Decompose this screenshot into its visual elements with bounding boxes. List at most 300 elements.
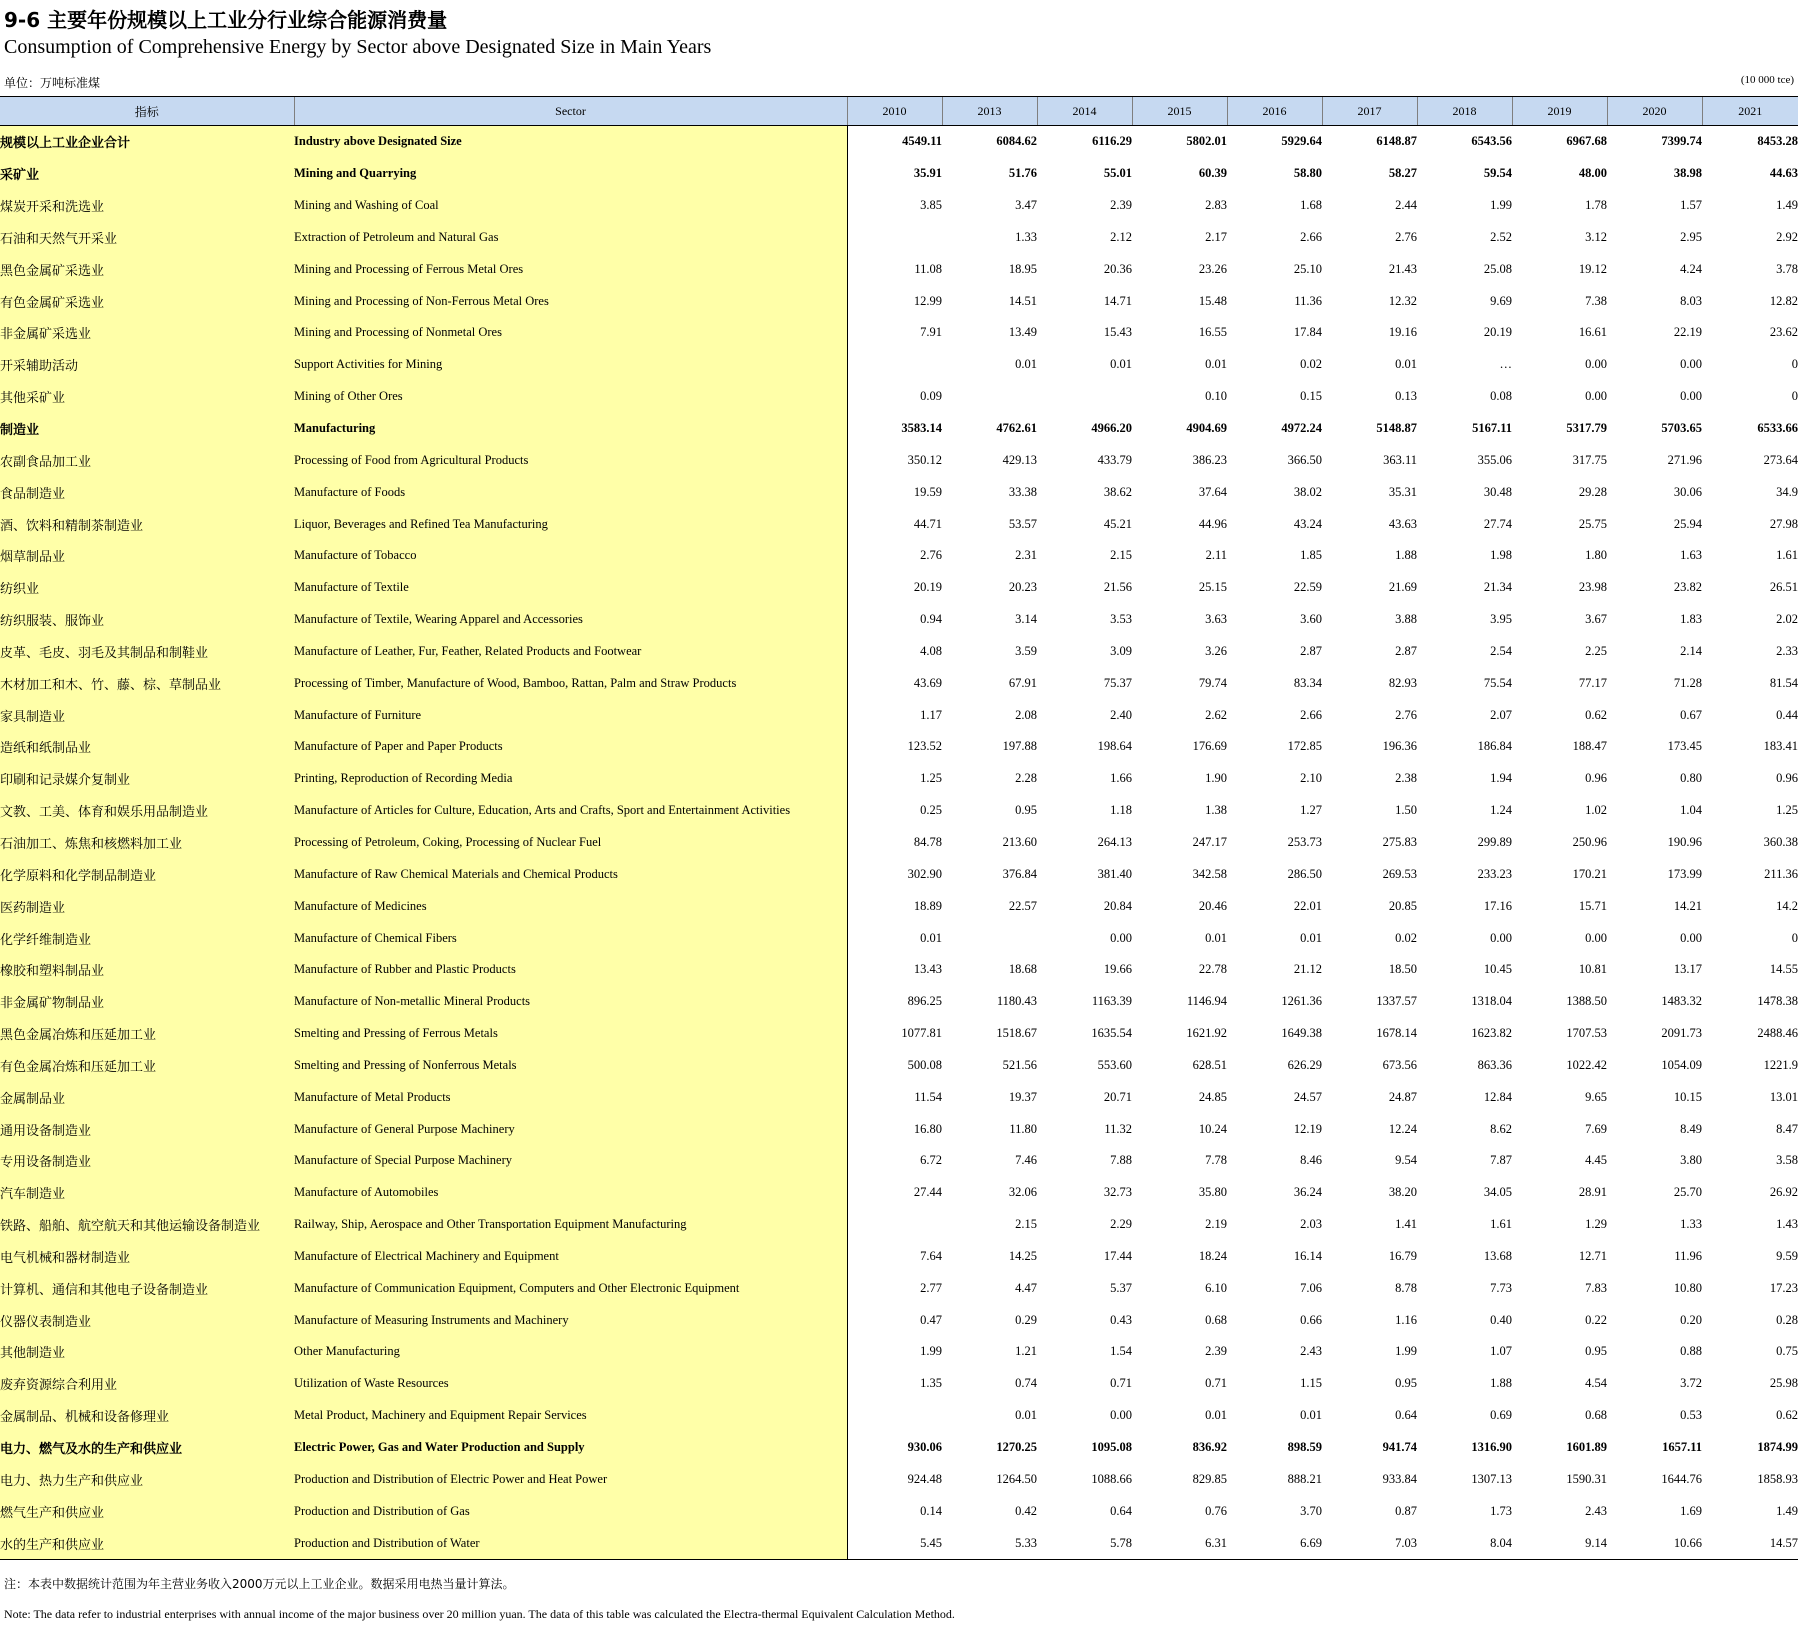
indicator-cn-cell: 金属制品业	[0, 1081, 294, 1113]
value-cell: 1874.99	[1757, 1440, 1798, 1455]
value-cell: 7.88	[1110, 1153, 1132, 1168]
value-cell: 1.99	[1490, 198, 1512, 213]
value-cell: 32.73	[1103, 1185, 1132, 1200]
indicator-cn-cell: 铁路、船舶、航空航天和其他运输设备制造业	[0, 1209, 294, 1241]
value-cell: 198.64	[1097, 739, 1132, 754]
value-cell: 5317.79	[1566, 421, 1607, 436]
value-cell: 1.69	[1680, 1503, 1702, 1518]
value-cell: 10.24	[1198, 1121, 1227, 1136]
value-cell: 0.40	[1490, 1312, 1512, 1327]
value-cell: 0.66	[1300, 1312, 1322, 1327]
value-cell: 924.48	[907, 1471, 942, 1486]
value-cell: 1022.42	[1566, 1057, 1607, 1072]
value-cell: 21.69	[1388, 580, 1417, 595]
value-cell: 3.80	[1680, 1153, 1702, 1168]
value-cell: 4.08	[920, 643, 942, 658]
table-row	[0, 1336, 1798, 1368]
value-cell: 1623.82	[1471, 1026, 1512, 1041]
value-cell: 14.21	[1673, 898, 1702, 913]
value-cell: 51.76	[1008, 166, 1037, 181]
value-cell: 1.02	[1585, 803, 1607, 818]
table-row	[0, 190, 1798, 222]
value-cell: 123.52	[907, 739, 942, 754]
value-cell: 521.56	[1002, 1057, 1037, 1072]
table-row	[0, 1527, 1798, 1559]
value-cell: 21.43	[1388, 261, 1417, 276]
value-cell: 170.21	[1572, 866, 1607, 881]
value-cell: 81.54	[1769, 675, 1798, 690]
sector-en-cell: Production and Distribution of Gas	[294, 1495, 847, 1527]
value-cell: 173.45	[1667, 739, 1702, 754]
value-cell: 20.19	[1483, 325, 1512, 340]
value-cell: 26.92	[1769, 1185, 1798, 1200]
value-cell: 0.01	[1300, 930, 1322, 945]
value-cell: 211.36	[1764, 866, 1798, 881]
value-cell: 1307.13	[1471, 1471, 1512, 1486]
value-cell: 53.57	[1008, 516, 1037, 531]
value-cell: 20.36	[1103, 261, 1132, 276]
sector-en-cell: Metal Product, Machinery and Equipment Repair Services	[294, 1400, 847, 1432]
table-row	[0, 1272, 1798, 1304]
value-cell: 0.80	[1680, 771, 1702, 786]
value-cell: 0.00	[1110, 930, 1132, 945]
value-cell: 1.49	[1776, 1503, 1798, 1518]
value-cell: 38.02	[1293, 484, 1322, 499]
value-cell: 24.87	[1388, 1089, 1417, 1104]
value-cell: 196.36	[1382, 739, 1417, 754]
value-cell: 0.00	[1680, 930, 1702, 945]
value-cell: 0	[1791, 389, 1798, 404]
value-cell: 3.88	[1395, 612, 1417, 627]
value-cell: 941.74	[1382, 1440, 1417, 1455]
table-row	[0, 954, 1798, 986]
table-row	[0, 1081, 1798, 1113]
value-cell: 5.45	[847, 1527, 942, 1559]
value-cell: 43.24	[1293, 516, 1322, 531]
value-cell: 21.56	[1103, 580, 1132, 595]
header-year: 2015	[1132, 97, 1227, 126]
value-cell: 5802.01	[1186, 134, 1227, 149]
value-cell: 25.10	[1293, 261, 1322, 276]
value-cell: 59.54	[1483, 166, 1512, 181]
value-cell: 82.93	[1388, 675, 1417, 690]
value-cell: 20.85	[1388, 898, 1417, 913]
header-year: 2020	[1607, 97, 1702, 126]
indicator-cn-cell: 采矿业	[0, 158, 294, 190]
value-cell: 0.00	[1490, 930, 1512, 945]
indicator-cn-cell: 电力、燃气及水的生产和供应业	[0, 1432, 294, 1464]
table-row	[0, 922, 1798, 954]
value-cell: 1.25	[920, 771, 942, 786]
value-cell: 8.46	[1300, 1153, 1322, 1168]
value-cell: 14.25	[1008, 1248, 1037, 1263]
value-cell: 2.15	[1110, 548, 1132, 563]
indicator-cn-cell: 纺织服装、服饰业	[0, 604, 294, 636]
value-cell: 15.43	[1103, 325, 1132, 340]
value-cell: 1.17	[920, 707, 942, 722]
value-cell: 1.33	[1680, 1217, 1702, 1232]
value-cell: 1.21	[1015, 1344, 1037, 1359]
value-cell: 2.12	[1110, 229, 1132, 244]
value-cell	[847, 349, 942, 381]
value-cell: 58.80	[1293, 166, 1322, 181]
value-cell: 2.02	[1776, 612, 1798, 627]
value-cell: 19.59	[913, 484, 942, 499]
value-cell: 173.99	[1667, 866, 1702, 881]
sector-en-cell: Smelting and Pressing of Ferrous Metals	[294, 1018, 847, 1050]
value-cell: 13.43	[913, 962, 942, 977]
value-cell: 12.82	[1769, 293, 1798, 308]
header-year: 2013	[942, 97, 1037, 126]
value-cell: 7.91	[920, 325, 942, 340]
value-cell: 0.68	[1585, 1408, 1607, 1423]
indicator-cn-cell: 汽车制造业	[0, 1177, 294, 1209]
value-cell: 22.57	[1008, 898, 1037, 913]
sector-en-cell: Manufacture of Metal Products	[294, 1081, 847, 1113]
value-cell: 6543.56	[1471, 134, 1512, 149]
value-cell: 4762.61	[996, 421, 1037, 436]
value-cell: 3.47	[1015, 198, 1037, 213]
value-cell: 1678.14	[1376, 1026, 1417, 1041]
value-cell: 286.50	[1287, 866, 1322, 881]
value-cell: 0.43	[1110, 1312, 1132, 1327]
value-cell: 0.01	[1395, 357, 1417, 372]
value-cell: 10.81	[1578, 962, 1607, 977]
value-cell: 4.45	[1585, 1153, 1607, 1168]
value-cell: 5929.64	[1281, 134, 1322, 149]
value-cell: 1.41	[1395, 1217, 1417, 1232]
indicator-cn-cell: 通用设备制造业	[0, 1113, 294, 1145]
value-cell: 1318.04	[1471, 994, 1512, 1009]
header-year: 2014	[1037, 97, 1132, 126]
value-cell: 13.01	[1769, 1089, 1798, 1104]
value-cell: 197.88	[1002, 739, 1037, 754]
table-row	[0, 158, 1798, 190]
sector-en-cell: Extraction of Petroleum and Natural Gas	[294, 222, 847, 254]
value-cell: 3.70	[1300, 1503, 1322, 1518]
value-cell: 17.84	[1293, 325, 1322, 340]
value-cell	[847, 1209, 942, 1241]
value-cell: 1261.36	[1281, 994, 1322, 1009]
table-row	[0, 572, 1798, 604]
value-cell: 25.70	[1673, 1185, 1702, 1200]
value-cell: 24.85	[1198, 1089, 1227, 1104]
value-cell: 5703.65	[1661, 421, 1702, 436]
value-cell: 11.96	[1674, 1248, 1702, 1263]
value-cell: 27.74	[1483, 516, 1512, 531]
value-cell: 3.72	[1680, 1376, 1702, 1391]
value-cell: 19.66	[1103, 962, 1132, 977]
value-cell: 6967.68	[1566, 134, 1607, 149]
value-cell: 0.02	[1395, 930, 1417, 945]
table-row	[0, 1018, 1798, 1050]
value-cell: 7.64	[920, 1248, 942, 1263]
value-cell: 247.17	[1192, 834, 1227, 849]
value-cell: 8.03	[1680, 293, 1702, 308]
sector-en-cell: Mining and Washing of Coal	[294, 190, 847, 222]
value-cell: 7.83	[1585, 1280, 1607, 1295]
value-cell: 0.47	[920, 1312, 942, 1327]
value-cell: 2.29	[1110, 1217, 1132, 1232]
indicator-cn-cell: 皮革、毛皮、羽毛及其制品和制鞋业	[0, 636, 294, 668]
value-cell: 271.96	[1667, 452, 1702, 467]
sector-en-cell: Manufacture of Non-metallic Mineral Products	[294, 986, 847, 1018]
sector-en-cell: Manufacture of Chemical Fibers	[294, 922, 847, 954]
sector-en-cell: Mining and Quarrying	[294, 158, 847, 190]
indicator-cn-cell: 煤炭开采和洗选业	[0, 190, 294, 222]
value-cell: 3.78	[1776, 261, 1798, 276]
value-cell: 930.06	[907, 1440, 942, 1455]
value-cell: 35.91	[913, 166, 942, 181]
value-cell: 44.96	[1198, 516, 1227, 531]
value-cell: 0.00	[1110, 1408, 1132, 1423]
value-cell: 1.25	[1776, 803, 1798, 818]
value-cell: 1221.9	[1763, 1057, 1798, 1072]
value-cell: 18.89	[913, 898, 942, 913]
value-cell: 0.67	[1680, 707, 1702, 722]
value-cell: 67.91	[1008, 675, 1037, 690]
table-row	[0, 667, 1798, 699]
value-cell	[847, 222, 942, 254]
table-row	[0, 1209, 1798, 1241]
value-cell: 628.51	[1192, 1057, 1227, 1072]
value-cell: 4549.11	[902, 134, 942, 149]
sector-en-cell: Other Manufacturing	[294, 1336, 847, 1368]
table-row	[0, 1304, 1798, 1336]
sector-en-cell: Manufacture of Measuring Instruments and Machinery	[294, 1304, 847, 1336]
value-cell: 2.28	[1015, 771, 1037, 786]
value-cell: 1601.89	[1566, 1440, 1607, 1455]
value-cell	[1037, 381, 1132, 413]
value-cell: 183.41	[1763, 739, 1798, 754]
value-cell: 933.84	[1382, 1471, 1417, 1486]
header-year: 2017	[1322, 97, 1417, 126]
value-cell: 33.38	[1008, 484, 1037, 499]
sector-en-cell: Manufacture of General Purpose Machinery	[294, 1113, 847, 1145]
value-cell: 12.84	[1483, 1089, 1512, 1104]
value-cell: 8453.28	[1757, 134, 1798, 149]
value-cell: 0.00	[1585, 357, 1607, 372]
table-header-row	[0, 97, 1798, 126]
sector-en-cell: Manufacture of Electrical Machinery and Equipment	[294, 1241, 847, 1273]
indicator-cn-cell: 医药制造业	[0, 890, 294, 922]
value-cell: 3.59	[1015, 643, 1037, 658]
value-cell: 20.23	[1008, 580, 1037, 595]
value-cell: 15.71	[1578, 898, 1607, 913]
value-cell: 6533.66	[1757, 421, 1798, 436]
value-cell: 30.48	[1483, 484, 1512, 499]
value-cell: 6.31	[1132, 1527, 1227, 1559]
value-cell: 2.10	[1300, 771, 1322, 786]
value-cell: 11.08	[914, 261, 942, 276]
value-cell: 24.57	[1293, 1089, 1322, 1104]
sector-en-cell: Production and Distribution of Electric Power and Heat Power	[294, 1463, 847, 1495]
sector-en-cell: Manufacture of Textile, Wearing Apparel and Accessories	[294, 604, 847, 636]
value-cell: 4.24	[1680, 261, 1702, 276]
value-cell: 83.34	[1293, 675, 1322, 690]
value-cell: 0.62	[1776, 1408, 1798, 1423]
value-cell: 44.71	[913, 516, 942, 531]
value-cell: 1.63	[1680, 548, 1702, 563]
value-cell: 58.27	[1388, 166, 1417, 181]
header-year: 2019	[1512, 97, 1607, 126]
indicator-cn-cell: 烟草制品业	[0, 540, 294, 572]
indicator-cn-cell: 计算机、通信和其他电子设备制造业	[0, 1272, 294, 1304]
value-cell: 1146.94	[1186, 994, 1227, 1009]
value-cell: 3.09	[1110, 643, 1132, 658]
value-cell: 2.44	[1395, 198, 1417, 213]
value-cell: 8.04	[1417, 1527, 1512, 1559]
value-cell: 863.36	[1477, 1057, 1512, 1072]
value-cell: 386.23	[1192, 452, 1227, 467]
value-cell: 350.12	[907, 452, 942, 467]
value-cell: 3.95	[1490, 612, 1512, 627]
value-cell: 1095.08	[1091, 1440, 1132, 1455]
value-cell: 22.01	[1293, 898, 1322, 913]
value-cell: 1264.50	[996, 1471, 1037, 1486]
value-cell: 0	[1791, 357, 1798, 372]
value-cell: 2.76	[1395, 229, 1417, 244]
value-cell: 1054.09	[1661, 1057, 1702, 1072]
sector-en-cell: Manufacture of Automobiles	[294, 1177, 847, 1209]
indicator-cn-cell: 其他制造业	[0, 1336, 294, 1368]
table-row	[0, 890, 1798, 922]
value-cell: 2.77	[920, 1280, 942, 1295]
table-row	[0, 476, 1798, 508]
value-cell: 213.60	[1002, 834, 1037, 849]
value-cell: 0.29	[1015, 1312, 1037, 1327]
value-cell: 0.74	[1015, 1376, 1037, 1391]
value-cell: 25.98	[1769, 1376, 1798, 1391]
indicator-cn-cell: 电力、热力生产和供应业	[0, 1463, 294, 1495]
indicator-cn-cell: 废弃资源综合利用业	[0, 1368, 294, 1400]
value-cell: 7.03	[1322, 1527, 1417, 1559]
value-cell: 18.50	[1388, 962, 1417, 977]
value-cell: 0.87	[1395, 1503, 1417, 1518]
value-cell: 8.49	[1680, 1121, 1702, 1136]
value-cell: 1.18	[1110, 803, 1132, 818]
value-cell: 23.98	[1578, 580, 1607, 595]
value-cell: 0.01	[1205, 930, 1227, 945]
value-cell: 16.80	[913, 1121, 942, 1136]
value-cell: 9.65	[1585, 1089, 1607, 1104]
value-cell: 2.40	[1110, 707, 1132, 722]
sector-en-cell: Processing of Food from Agricultural Products	[294, 444, 847, 476]
value-cell: 77.17	[1578, 675, 1607, 690]
value-cell: 360.38	[1763, 834, 1798, 849]
value-cell: 7.06	[1300, 1280, 1322, 1295]
value-cell: 35.31	[1388, 484, 1417, 499]
table-row	[0, 699, 1798, 731]
value-cell: 22.19	[1673, 325, 1702, 340]
value-cell: 1.24	[1490, 803, 1512, 818]
unit-label-cn: 单位：万吨标准煤	[4, 76, 101, 90]
indicator-cn-cell: 纺织业	[0, 572, 294, 604]
value-cell: 2.54	[1490, 643, 1512, 658]
value-cell: 43.63	[1388, 516, 1417, 531]
indicator-cn-cell: 专用设备制造业	[0, 1145, 294, 1177]
value-cell: 1180.43	[996, 994, 1037, 1009]
value-cell: 27.98	[1769, 516, 1798, 531]
value-cell: 0.10	[1205, 389, 1227, 404]
value-cell: 6.69	[1227, 1527, 1322, 1559]
header-year: 2018	[1417, 97, 1512, 126]
value-cell: 34.05	[1483, 1185, 1512, 1200]
table-row	[0, 1113, 1798, 1145]
value-cell: 317.75	[1572, 452, 1607, 467]
value-cell: 0.01	[1205, 1408, 1227, 1423]
value-cell: 1644.76	[1661, 1471, 1702, 1486]
value-cell: 2.66	[1300, 229, 1322, 244]
table-row	[0, 1145, 1798, 1177]
value-cell: 12.19	[1293, 1121, 1322, 1136]
table-row	[0, 540, 1798, 572]
value-cell: 14.51	[1008, 293, 1037, 308]
value-cell: 264.13	[1097, 834, 1132, 849]
value-cell: 0.25	[920, 803, 942, 818]
table-title-en: Consumption of Comprehensive Energy by Sector above Designated Size in Main Years	[4, 36, 712, 58]
value-cell: 34.9	[1776, 484, 1798, 499]
value-cell: 269.53	[1382, 866, 1417, 881]
indicator-cn-cell: 有色金属冶炼和压延加工业	[0, 1049, 294, 1081]
value-cell: 2.95	[1680, 229, 1702, 244]
table-row	[0, 604, 1798, 636]
sector-en-cell: Manufacture of Raw Chemical Materials and Chemical Products	[294, 858, 847, 890]
value-cell: 71.28	[1673, 675, 1702, 690]
value-cell: 2488.46	[1757, 1026, 1798, 1041]
energy-consumption-table	[0, 96, 1798, 1560]
unit-label-en: (10 000 tce)	[1740, 74, 1794, 86]
table-row	[0, 413, 1798, 445]
table-row	[0, 1400, 1798, 1432]
value-cell: 10.80	[1673, 1280, 1702, 1295]
value-cell: 3.63	[1205, 612, 1227, 627]
value-cell: 1707.53	[1566, 1026, 1607, 1041]
value-cell: 4.54	[1585, 1376, 1607, 1391]
value-cell: 36.24	[1293, 1185, 1322, 1200]
value-cell: 836.92	[1192, 1440, 1227, 1455]
value-cell: 2.07	[1490, 707, 1512, 722]
value-cell: 8.78	[1395, 1280, 1417, 1295]
value-cell: 1.04	[1680, 803, 1702, 818]
value-cell: 190.96	[1667, 834, 1702, 849]
value-cell: 2.43	[1585, 1503, 1607, 1518]
value-cell: 381.40	[1097, 866, 1132, 881]
value-cell: 0.14	[920, 1503, 942, 1518]
value-cell: 25.15	[1198, 580, 1227, 595]
value-cell: 553.60	[1097, 1057, 1132, 1072]
indicator-cn-cell: 食品制造业	[0, 476, 294, 508]
indicator-cn-cell: 化学原料和化学制品制造业	[0, 858, 294, 890]
sector-en-cell: Printing, Reproduction of Recording Media	[294, 763, 847, 795]
value-cell: 0.75	[1776, 1344, 1798, 1359]
value-cell: 0.01	[1015, 1408, 1037, 1423]
value-cell: 0.02	[1300, 357, 1322, 372]
value-cell: 2.92	[1776, 229, 1798, 244]
value-cell: 2.15	[1015, 1217, 1037, 1232]
value-cell: 0.44	[1776, 707, 1798, 722]
value-cell: 25.94	[1673, 516, 1702, 531]
value-cell: 12.24	[1388, 1121, 1417, 1136]
value-cell: 1.07	[1490, 1344, 1512, 1359]
value-cell: 75.37	[1103, 675, 1132, 690]
value-cell: 1483.32	[1661, 994, 1702, 1009]
value-cell: 21.12	[1293, 962, 1322, 977]
table-row	[0, 222, 1798, 254]
value-cell: 2.52	[1490, 229, 1512, 244]
value-cell: 5.37	[1110, 1280, 1132, 1295]
table-row	[0, 986, 1798, 1018]
